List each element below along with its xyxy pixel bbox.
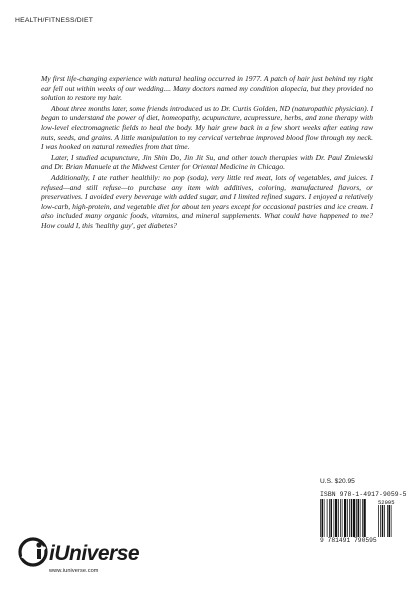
paragraph-2: About three months later, some friends introduced us to Dr. Curtis Golden, ND (naturopathic physician). I began to understand the power of diet, homeopathy, acupuncture, acupressure, herbs, and zone therapy with low-level electromagnetic fields to heal the body. My hair grew back in a few short weeks after eating raw nuts, seeds, and grains. A little manipulation to my cervical vertebrae improved blood flow through my neck. I was hooked on natural remedies from that time. bbox=[41, 103, 373, 152]
barcode-bar bbox=[324, 499, 325, 537]
price-label: U.S. $20.95 bbox=[320, 478, 355, 485]
addon-bar bbox=[382, 505, 384, 537]
barcode-bar bbox=[327, 499, 328, 537]
price-code: 52095 bbox=[378, 499, 395, 506]
barcode-bar bbox=[351, 499, 353, 537]
barcode-bar bbox=[329, 499, 330, 537]
book-category: HEALTH/FITNESS/DIET bbox=[15, 17, 94, 24]
barcode-bar bbox=[334, 499, 335, 537]
paragraph-3: Later, I studied acupuncture, Jin Shin Do, Jin Jit Su, and other touch therapies with Dr. Paul Zmiewski and Dr. Brian Manuele at the Midwest Center for Oriental Medicine in Chicago. bbox=[41, 152, 373, 172]
barcode-bar bbox=[349, 499, 350, 537]
paragraph-4: Additionally, I ate rather healthily: no pop (soda), very little red meat, lots of vegetables, and juices. I refused—and still refuse—to purchase any item with additives, coloring, manufactured flavors, or preservatives. I avoided every beverage with added sugar, and I limited refined sugars. I enjoyed a relatively low-carb, high-protein, and vegetable diet for about ten years except for occasional pastries and ice cream. I also included many organic foods, vitamins, and mineral supplements. What could have happened to me? How could I, this 'healthy guy', get diabetes? bbox=[41, 172, 373, 230]
addon-bar bbox=[380, 505, 381, 537]
barcode-bar bbox=[358, 499, 360, 537]
iuniverse-swirl-icon bbox=[18, 537, 48, 567]
publisher-name: iUniverse bbox=[49, 542, 140, 565]
addon-bar bbox=[387, 505, 388, 537]
barcode-bar bbox=[320, 499, 321, 537]
addon-bar bbox=[378, 505, 379, 537]
paragraph-1: My first life-changing experience with natural healing occurred in 1977. A patch of hair just behind my right ear fell out within weeks of our wedding.... Many doctors named my condition alopecia, but they provided no solution to restore my hair. bbox=[41, 74, 373, 103]
back-cover-text bbox=[41, 74, 373, 232]
barcode-bar bbox=[331, 499, 333, 537]
barcode-bar bbox=[356, 499, 357, 537]
isbn-number: ISBN 978-1-4917-9059-5 bbox=[320, 491, 407, 498]
barcode-bar bbox=[360, 499, 361, 537]
barcode-icon bbox=[320, 499, 398, 537]
barcode-bar bbox=[362, 499, 363, 537]
barcode-bar bbox=[364, 499, 366, 537]
barcode-bar bbox=[340, 499, 341, 537]
barcode-bar bbox=[335, 499, 337, 537]
isbn-barcode-block bbox=[320, 491, 407, 544]
barcode-bar bbox=[344, 499, 346, 537]
addon-bar bbox=[389, 505, 391, 537]
barcode-bar bbox=[342, 499, 343, 537]
barcode-bar bbox=[347, 499, 348, 537]
addon-bar bbox=[384, 505, 385, 537]
publisher-logo bbox=[18, 537, 168, 577]
barcode-digits: 9 781491 790595 bbox=[320, 537, 377, 544]
barcode-bar bbox=[322, 499, 324, 537]
barcode-bar bbox=[338, 499, 339, 537]
addon-bar bbox=[391, 505, 392, 537]
publisher-url: www.iuniverse.com bbox=[49, 568, 99, 574]
barcode-bar bbox=[353, 499, 355, 537]
